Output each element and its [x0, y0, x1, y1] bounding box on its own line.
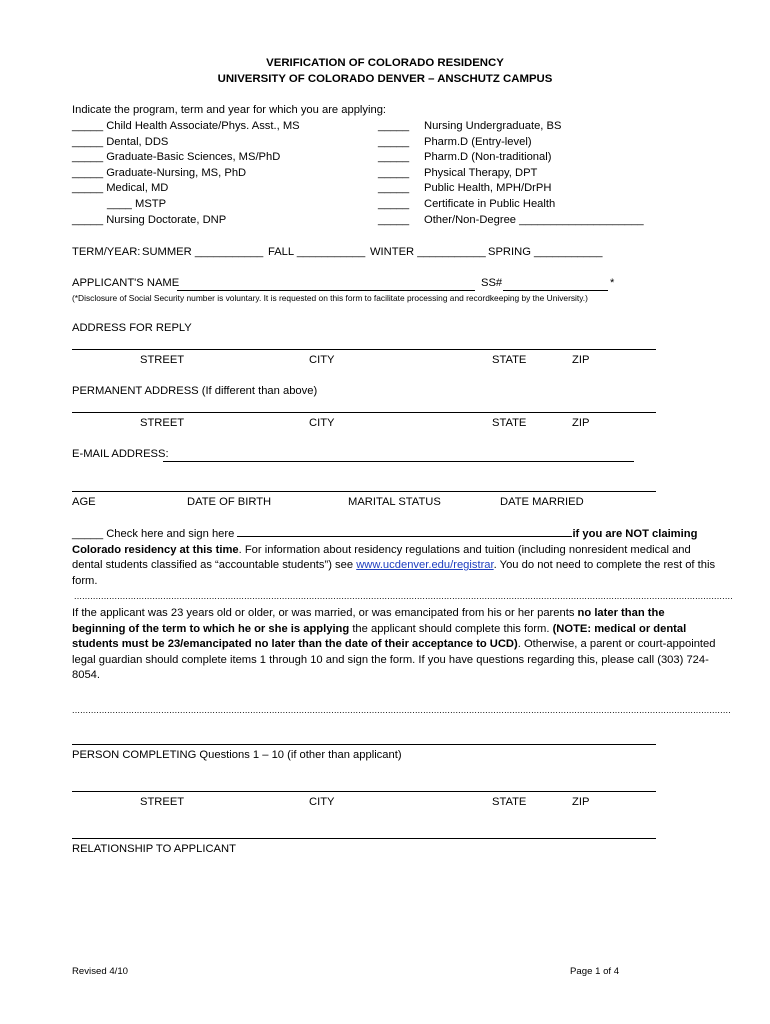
program-blank[interactable]: _____ — [378, 151, 410, 163]
city-label: CITY — [309, 796, 335, 808]
ss-line[interactable] — [503, 290, 608, 291]
marital-status-label: MARITAL STATUS — [348, 496, 441, 508]
state-label: STATE — [492, 796, 527, 808]
revision-note: Revised 4/10 — [72, 966, 128, 977]
program-option[interactable]: ____ MSTP — [107, 198, 167, 210]
form-subtitle: UNIVERSITY OF COLORADO DENVER – ANSCHUTZ CAMPUS — [217, 73, 553, 85]
check-here-prefix[interactable]: _____ Check here and sign here — [72, 528, 235, 540]
dotted-divider: .................................................................................................................................................................................................................................................... — [74, 591, 733, 601]
relationship-line[interactable] — [72, 838, 656, 839]
program-option: Certificate in Public Health — [424, 198, 556, 210]
not-claiming-notice — [72, 527, 718, 589]
email-line[interactable] — [163, 461, 634, 462]
reply-address-line[interactable] — [72, 349, 656, 350]
program-intro: Indicate the program, term and year for which you are applying: — [72, 104, 387, 116]
program-option[interactable]: _____ Graduate-Nursing, MS, PhD — [72, 167, 247, 179]
age-label: AGE — [72, 496, 96, 508]
permanent-address-line[interactable] — [72, 412, 656, 413]
ss-disclosure: (*Disclosure of Social Security number is voluntary. It is requested on this form to facilitate processing and recordkeeping by the University.) — [72, 293, 588, 303]
program-option[interactable]: _____ Child Health Associate/Phys. Asst., MS — [72, 120, 300, 132]
applicant-name-line[interactable] — [177, 290, 475, 291]
term-winter-field[interactable]: WINTER ___________ — [370, 246, 486, 258]
street-label: STREET — [140, 796, 185, 808]
date-married-label: DATE MARRIED — [500, 496, 584, 508]
residency-bold: Colorado residency at this time — [72, 543, 239, 556]
street-label: STREET — [140, 354, 185, 366]
not-claiming-bold: if you are NOT claiming — [572, 528, 698, 540]
person-address-line[interactable] — [72, 791, 656, 792]
program-option[interactable]: _____ Graduate-Basic Sciences, MS/PhD — [72, 151, 281, 163]
state-label: STATE — [492, 354, 527, 366]
dotted-divider: .................................................................................................................................................................................................................................................... — [72, 705, 731, 715]
reply-address-label: ADDRESS FOR REPLY — [72, 322, 192, 334]
program-option[interactable]: Other/Non-Degree ____________________ — [424, 214, 644, 226]
term-fall-field[interactable]: FALL ___________ — [268, 246, 366, 258]
signature-line[interactable] — [237, 535, 572, 537]
relationship-label: RELATIONSHIP TO APPLICANT — [72, 843, 236, 855]
person-completing-label: PERSON COMPLETING Questions 1 – 10 (if other than applicant) — [72, 749, 402, 761]
program-blank[interactable]: _____ — [378, 167, 410, 179]
program-option: Pharm.D (Entry-level) — [424, 136, 532, 148]
program-blank[interactable]: _____ — [378, 198, 410, 210]
term-summer-field[interactable]: SUMMER ___________ — [142, 246, 264, 258]
program-option: Pharm.D (Non-traditional) — [424, 151, 552, 163]
street-label: STREET — [140, 417, 185, 429]
ss-label: SS# — [481, 277, 503, 289]
registrar-link[interactable]: www.ucdenver.edu/registrar — [356, 559, 494, 572]
program-blank[interactable]: _____ — [378, 182, 410, 194]
program-blank[interactable]: _____ — [378, 120, 410, 132]
program-option[interactable]: _____ Nursing Doctorate, DNP — [72, 214, 227, 226]
dob-label: DATE OF BIRTH — [187, 496, 272, 508]
email-label: E-MAIL ADDRESS: — [72, 448, 169, 460]
program-option: Nursing Undergraduate, BS — [424, 120, 562, 132]
program-option[interactable]: _____ Medical, MD — [72, 182, 169, 194]
program-blank[interactable]: _____ — [378, 136, 410, 148]
city-label: CITY — [309, 354, 335, 366]
term-label: TERM/YEAR: — [72, 246, 141, 258]
program-option[interactable]: _____ Dental, DDS — [72, 136, 169, 148]
person-completing-line[interactable] — [72, 744, 656, 745]
eligibility-paragraph: If the applicant was 23 years old or older, or was married, or was emancipated from his or her parents no later than the beginning of the term to which he or she is applying the applicant should complete this form. (NOTE: medical or dental students must be 23/emancipated no later than the date of their acceptance to UCD). Otherwise, a parent or court-appointed legal guardian should complete items 1 through 10 and sign the form. If you have questions regarding this, please call (303) 724-8054. — [72, 607, 716, 682]
notice-text-end: . You do not need to complete the rest of this form. — [72, 559, 716, 587]
program-blank[interactable]: _____ — [378, 214, 410, 226]
zip-label: ZIP — [572, 417, 590, 429]
personal-info-line[interactable] — [72, 491, 656, 492]
city-label: CITY — [309, 417, 335, 429]
form-title: VERIFICATION OF COLORADO RESIDENCY — [266, 57, 504, 69]
term-spring-field[interactable]: SPRING ___________ — [488, 246, 603, 258]
ss-asterisk: * — [610, 277, 615, 289]
zip-label: ZIP — [572, 354, 590, 366]
applicant-name-label: APPLICANT'S NAME — [72, 277, 180, 289]
page-number: Page 1 of 4 — [570, 966, 620, 977]
notice-text: . For information about residency regulations and tuition (including nonresident medical and dental students classified as “accountable students”) see — [72, 543, 691, 572]
state-label: STATE — [492, 417, 527, 429]
program-option: Public Health, MPH/DrPH — [424, 182, 552, 194]
permanent-address-label: PERMANENT ADDRESS (If different than above) — [72, 385, 318, 397]
program-option: Physical Therapy, DPT — [424, 167, 538, 179]
zip-label: ZIP — [572, 796, 590, 808]
